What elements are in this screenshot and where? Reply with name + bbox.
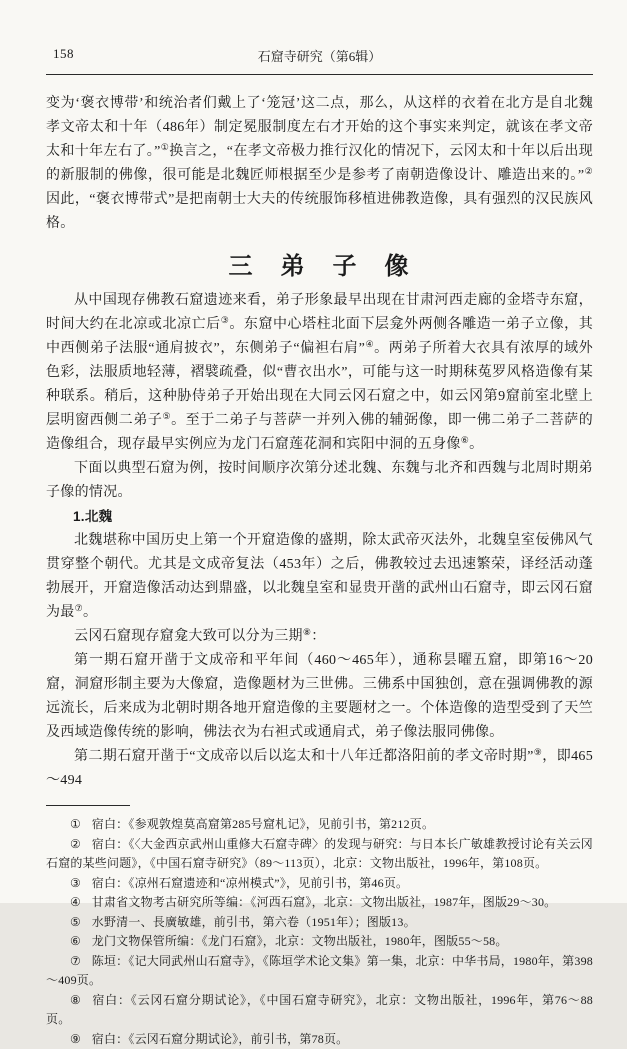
footnote-item (46, 1030, 593, 1049)
footnote-text: 宿白：《〈大金西京武州山重修大石窟寺碑〉的发现与研究：与日本长广敏雄教授讨论有关云冈石窟的某些问题》，《中国石窟寺研究》（89～113页），北京：文物出版社，1996年，第108页。 (46, 837, 593, 871)
footnote-ref: ⑦ (75, 603, 83, 613)
footnote-number: ⑧ (70, 993, 82, 1007)
footnote-ref: ④ (365, 339, 374, 349)
body-paragraph: 下面以典型石窟为例，按时间顺序次第分述北魏、东魏与北齐和西魏与北周时期弟子像的情况。 (46, 457, 593, 505)
journal-title: 石窟寺研究（第6辑） (258, 49, 382, 64)
body-paragraph: 北魏堪称中国历史上第一个开窟造像的盛期，除太武帝灭法外，北魏皇室佞佛风气贯穿整个朝代。尤其是文成帝复法（453年）之后，佛教较过去迅速繁荣，译经活动蓬勃展开，开窟造像活动达到鼎盛，以北魏皇室和显贵开凿的武州山石窟寺，即云冈石窟为最⑦。 (46, 529, 593, 625)
page-number: 158 (53, 46, 74, 62)
body-paragraph: 变为‘褒衣博带’和统治者们戴上了‘笼冠’这二点，那么，从这样的衣着在北方是自北魏孝文帝太和十年（486年）制定冕服制度左右才开始的这个事实来判定，就该在孝文帝太和十年左右了。”①换言之，“在孝文帝极力推行汉化的情况下，云冈太和十年以后出现的新服制的佛像，很可能是北魏匠师根据至少是参考了南朝造像设计、雕造出来的。”②因此，“褒衣博带式”是把南朝士大夫的传统服饰移植进佛教造像，具有强烈的汉民族风格。 (46, 92, 593, 236)
footnote-number: ⑦ (70, 954, 81, 968)
footnote-divider (46, 805, 130, 806)
footnote-text: 水野清一、長廣敏雄，前引书，第六卷（1951年）；图版13。 (92, 915, 416, 929)
body-paragraph: 1.北魏 (46, 505, 593, 529)
footnote-number: ③ (70, 876, 81, 890)
body-paragraph: 第二期石窟开凿于“文成帝以后以迄太和十八年迁都洛阳前的孝文帝时期”⑨，即465～494 (46, 745, 593, 793)
page-header (46, 46, 593, 75)
footnote-ref: ① (161, 142, 170, 152)
footnote-item (46, 991, 593, 1030)
footnote-ref: ⑨ (534, 747, 543, 757)
footnote-text: 宿白：《凉州石窟遗迹和“凉州模式”》，见前引书，第46页。 (92, 876, 408, 890)
footnotes-list (46, 815, 593, 1049)
footnote-text: 陈垣：《记大同武州山石窟寺》，《陈垣学术论文集》第一集，北京：中华书局，1980年，第398～409页。 (46, 954, 593, 988)
section-title: 三 弟 子 像 (46, 246, 593, 281)
footnote-item (46, 874, 593, 894)
footnote-number: ① (70, 817, 81, 831)
body-paragraph: 第一期石窟开凿于文成帝和平年间（460～465年），通称昙曜五窟，即第16～20窟，洞窟形制主要为大像窟，造像题材为三世佛。三佛系中国独创，意在强调佛教的源远流长，后来成为北朝时期各地开窟造像的主要题材之一。个体造像的造型受到了天竺及西域造像传统的影响，佛法衣为右袒式或通肩式，弟子像法服同佛像。 (46, 649, 593, 745)
lead-paragraphs (46, 92, 593, 236)
article-body (46, 92, 593, 1049)
footnote-text: 龙门文物保管所编：《龙门石窟》，北京：文物出版社，1980年，图版55～58。 (92, 934, 508, 948)
footnote-item (46, 952, 593, 991)
footnote-text: 宿白：《云冈石窟分期试论》，《中国石窟寺研究》，北京：文物出版社，1996年，第76～88页。 (46, 993, 593, 1027)
footnote-text: 宿白：《参观敦煌莫高窟第285号窟札记》，见前引书，第212页。 (92, 817, 434, 831)
footnote-ref: ⑤ (162, 411, 171, 421)
footnote-item (46, 932, 593, 952)
footnote-text: 甘肃省文物考古研究所等编：《河西石窟》，北京：文物出版社，1987年，图版29～30。 (92, 895, 557, 909)
footnote-number: ⑥ (70, 934, 81, 948)
footnote-item (46, 835, 593, 874)
body-paragraph: 从中国现存佛教石窟遗迹来看，弟子形象最早出现在甘肃河西走廊的金塔寺东窟，时间大约在北凉或北凉亡后③。东窟中心塔柱北面下层龛外两侧各雕造一弟子立像，其中西侧弟子法服“通肩披衣”，东侧弟子“偏袒右肩”④。两弟子所着大衣具有浓厚的域外色彩，法服质地轻薄，褶襞疏叠，似“曹衣出水”，可能与这一时期秣菟罗风格造像有某种联系。稍后，这种胁侍弟子开始出现在大同云冈石窟之中，如云冈第9窟前室北壁上层明窗西侧二弟子⑤。至于二弟子与菩萨一并列入佛的辅弼像，即一佛二弟子二菩萨的造像组合，现存最早实例应为龙门石窟莲花洞和宾阳中洞的五身像⑥。 (46, 289, 593, 457)
body-paragraph: 云冈石窟现存窟龛大致可以分为三期⑧： (46, 625, 593, 649)
footnote-item (46, 815, 593, 835)
footnote-number: ⑨ (70, 1032, 81, 1046)
footnote-item (46, 913, 593, 933)
main-paragraphs (46, 289, 593, 793)
footnote-ref: ③ (221, 315, 230, 325)
footnote-ref: ② (584, 166, 593, 176)
footnote-ref: ⑧ (303, 627, 311, 637)
footnote-number: ⑤ (70, 915, 81, 929)
footnote-text: 宿白：《云冈石窟分期试论》，前引书，第78页。 (92, 1032, 349, 1046)
footnote-number: ② (70, 837, 81, 851)
footnote-ref: ⑥ (461, 435, 469, 445)
footnote-item (46, 893, 593, 913)
footnote-number: ④ (70, 895, 81, 909)
